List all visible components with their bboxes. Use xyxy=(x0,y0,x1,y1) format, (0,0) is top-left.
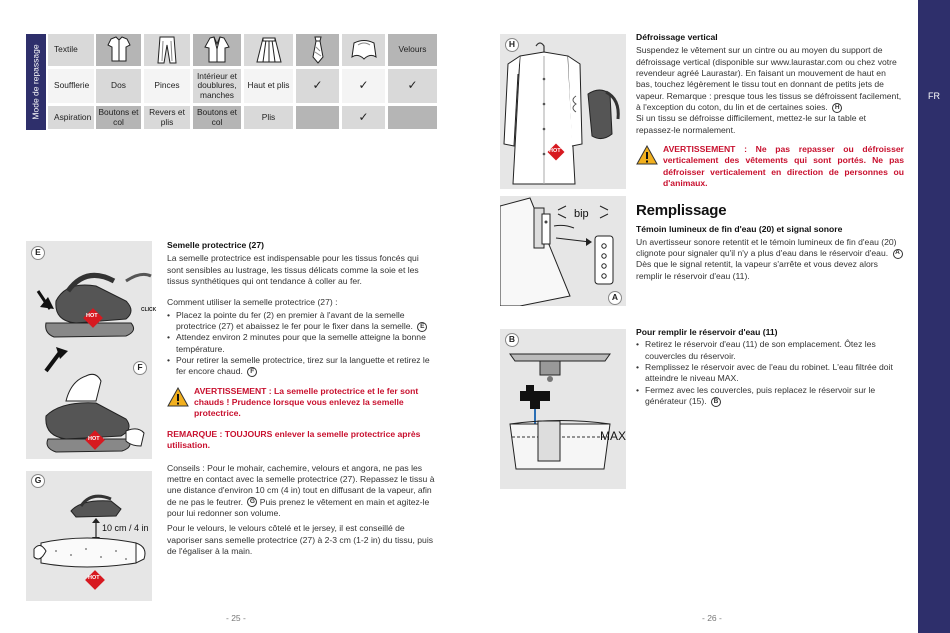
figure-letter-h: H xyxy=(505,38,519,52)
indicator-text: Un avertisseur sonore retentit et le témoin lumineux de fin d'eau (20) clignote pour signaler qu'il n'y a plus d'eau dans le réservoir d'eau. A xyxy=(636,237,904,260)
table-row-header: Soufflerie xyxy=(48,69,94,104)
ref-f: F xyxy=(247,367,257,377)
usage-bullet: • Attendez environ 2 minutes pour que la semelle atteigne la bonne température. xyxy=(167,332,435,355)
table-cell: Revers et plis xyxy=(144,106,190,129)
usage-list xyxy=(167,310,435,378)
left-text-column xyxy=(167,240,435,557)
warning-block xyxy=(167,386,435,420)
page-number-left: - 25 - xyxy=(226,613,246,623)
ref-a: A xyxy=(893,249,903,259)
figure-letter-g: G xyxy=(31,474,45,488)
jacket-icon xyxy=(193,34,241,66)
hot-label-f: HOT xyxy=(88,436,100,442)
right-text-column xyxy=(636,32,904,282)
vertical-text: Suspendez le vêtement sur un cintre ou au moyen du support de défroissage vertical (disponible sur www.laurastar.com ou chez votre revendeur agréé Laurastar). En faisant un mouvement de haut en bas, touchez légèrement le tissu tout en donnant de petits jets de vapeur. Remarque : presque tous les tissus se défroissent facilement, à l'exception du coton, du lin et de certaines soies. H xyxy=(636,45,902,113)
distance-label: 10 cm / 4 in xyxy=(102,523,149,533)
tie-icon xyxy=(296,34,339,66)
table-cell: Boutons et col xyxy=(193,106,241,129)
table-cell: Intérieur et doublures, manches xyxy=(193,69,241,103)
hot-label-g: HOT xyxy=(88,575,100,581)
vertical-steaming-illustration xyxy=(500,34,626,189)
remark-text: REMARQUE : TOUJOURS enlever la semelle protectrice après utilisation. xyxy=(167,428,421,451)
indicator-text-2: Dès que le signal retentit, la vapeur s'arrête et vous devez alors remplir le réservoir d'eau (11). xyxy=(636,259,878,281)
tablecloth-icon xyxy=(342,34,385,66)
advice-text: Conseils : Pour le mohair, cachemire, velours et angora, ne pas les mettre en contact avec la semelle protectrice (27). Repassez le tissu à une distance d'environ 10 cm (4 in) tout en diffusant de la vapeur, afin de ne pas le feutrer. G Puis prenez le vêtement en main et agitez-le pour lui redonner son volume. xyxy=(167,462,435,518)
check-icon: ✓ xyxy=(342,69,385,103)
skirt-icon xyxy=(244,34,293,66)
usage-intro: Comment utiliser la semelle protectrice (27) : xyxy=(167,297,338,308)
tank-refill-illustration xyxy=(500,329,626,489)
max-label: MAX xyxy=(600,429,627,443)
table-cell: Haut et plis xyxy=(244,69,293,103)
figure-letter-b: B xyxy=(505,333,519,347)
refill-list xyxy=(636,339,904,407)
click-label: CLICK xyxy=(141,307,157,313)
usage-bullet: • Pour retirer la semelle protectrice, tirez sur la languette et retirez le fer encore chaud. F xyxy=(167,355,435,378)
table-cell xyxy=(388,106,437,129)
table-cell: Velours xyxy=(388,34,437,66)
warning-block-right xyxy=(636,144,904,189)
check-icon: ✓ xyxy=(342,106,385,129)
table-cell xyxy=(296,106,339,129)
refill-section xyxy=(636,327,904,407)
check-icon: ✓ xyxy=(388,69,437,103)
check-icon: ✓ xyxy=(296,69,339,103)
vertical-text-2: Si un tissu se défroisse difficilement, mettez-le sur la table et repassez-le normalement. xyxy=(636,113,867,135)
semelle-text: La semelle protectrice est indispensable pour les tissus foncés qui sont sensibles au lustrage, les tissus délicats comme la soie et les tissus synthétiques qui ont tendance à coller au fer. xyxy=(167,253,419,287)
ref-g: G xyxy=(247,497,257,507)
figure-a-panel xyxy=(500,196,626,306)
hot-label-e: HOT xyxy=(86,313,98,319)
hot-label-h: HOT xyxy=(549,148,561,154)
indicator-title: Témoin lumineux de fin d'eau (20) et signal sonore xyxy=(636,224,843,235)
figure-h-panel xyxy=(500,34,626,189)
warning-text-right: AVERTISSEMENT : Ne pas repasser ou défroisser verticalement des vêtements qui sont portés. Ne pas défroisser verticalement en direction de personnes ou d'animaux. xyxy=(663,144,904,189)
velours-text: Pour le velours, le velours côtelé et le jersey, il est conseillé de vaporiser sans semelle protectrice (27) à 2-3 cm (1-2 in) du tissu, puis de l'égaliser à la main. xyxy=(167,523,434,556)
table-cell: Dos xyxy=(96,69,141,103)
table-cell: Plis xyxy=(244,106,293,129)
refill-bullet: • Fermez avec les couvercles, puis replacez le réservoir sur le générateur (15). B xyxy=(636,385,904,408)
ref-b: B xyxy=(711,397,721,407)
semelle-title: Semelle protectrice (27) xyxy=(167,240,264,250)
table-row-header: Textile xyxy=(48,34,94,67)
warning-icon xyxy=(636,145,658,165)
table-cell: Pinces xyxy=(144,69,190,103)
shirt-icon xyxy=(96,34,141,66)
ref-e: E xyxy=(417,322,427,332)
warning-icon xyxy=(167,387,189,407)
page-number-right: - 26 - xyxy=(702,613,722,623)
table-cell: Boutons et col xyxy=(96,106,141,129)
bip-label: bip xyxy=(574,208,589,220)
vertical-title: Défroissage vertical xyxy=(636,32,718,42)
table-row-header: Aspiration xyxy=(48,106,94,130)
ref-h: H xyxy=(832,103,842,113)
water-indicator-illustration xyxy=(500,196,626,306)
figure-letter-a: A xyxy=(608,291,622,305)
language-tab[interactable]: FR xyxy=(918,0,950,633)
figure-b-panel xyxy=(500,329,626,489)
figure-letter-e: E xyxy=(31,246,45,260)
figure-g-panel xyxy=(26,471,152,601)
figure-letter-f: F xyxy=(133,361,147,375)
figure-e-f-panel xyxy=(26,241,157,459)
refill-bullet: • Remplissez le réservoir avec de l'eau du robinet. L'eau filtrée doit atteindre le niveau MAX. xyxy=(636,362,904,385)
fill-title: Remplissage xyxy=(636,202,727,220)
table-side-label: Mode de repassage xyxy=(26,34,46,130)
trousers-icon xyxy=(144,34,190,66)
refill-bullet: • Retirez le réservoir d'eau (11) de son emplacement. Ôtez les couvercles du réservoir. xyxy=(636,339,904,362)
warning-text: AVERTISSEMENT : La semelle protectrice et le fer sont chauds ! Prudence lorsque vous enlevez la semelle protectrice. xyxy=(194,385,419,419)
refill-title: Pour remplir le réservoir d'eau (11) xyxy=(636,327,778,337)
usage-bullet: • Placez la pointe du fer (2) en premier à l'avant de la semelle protectrice (27) et abaissez le fer pour le fixer dans la semelle. E xyxy=(167,310,435,333)
iron-protective-sole-illustration xyxy=(26,241,152,459)
